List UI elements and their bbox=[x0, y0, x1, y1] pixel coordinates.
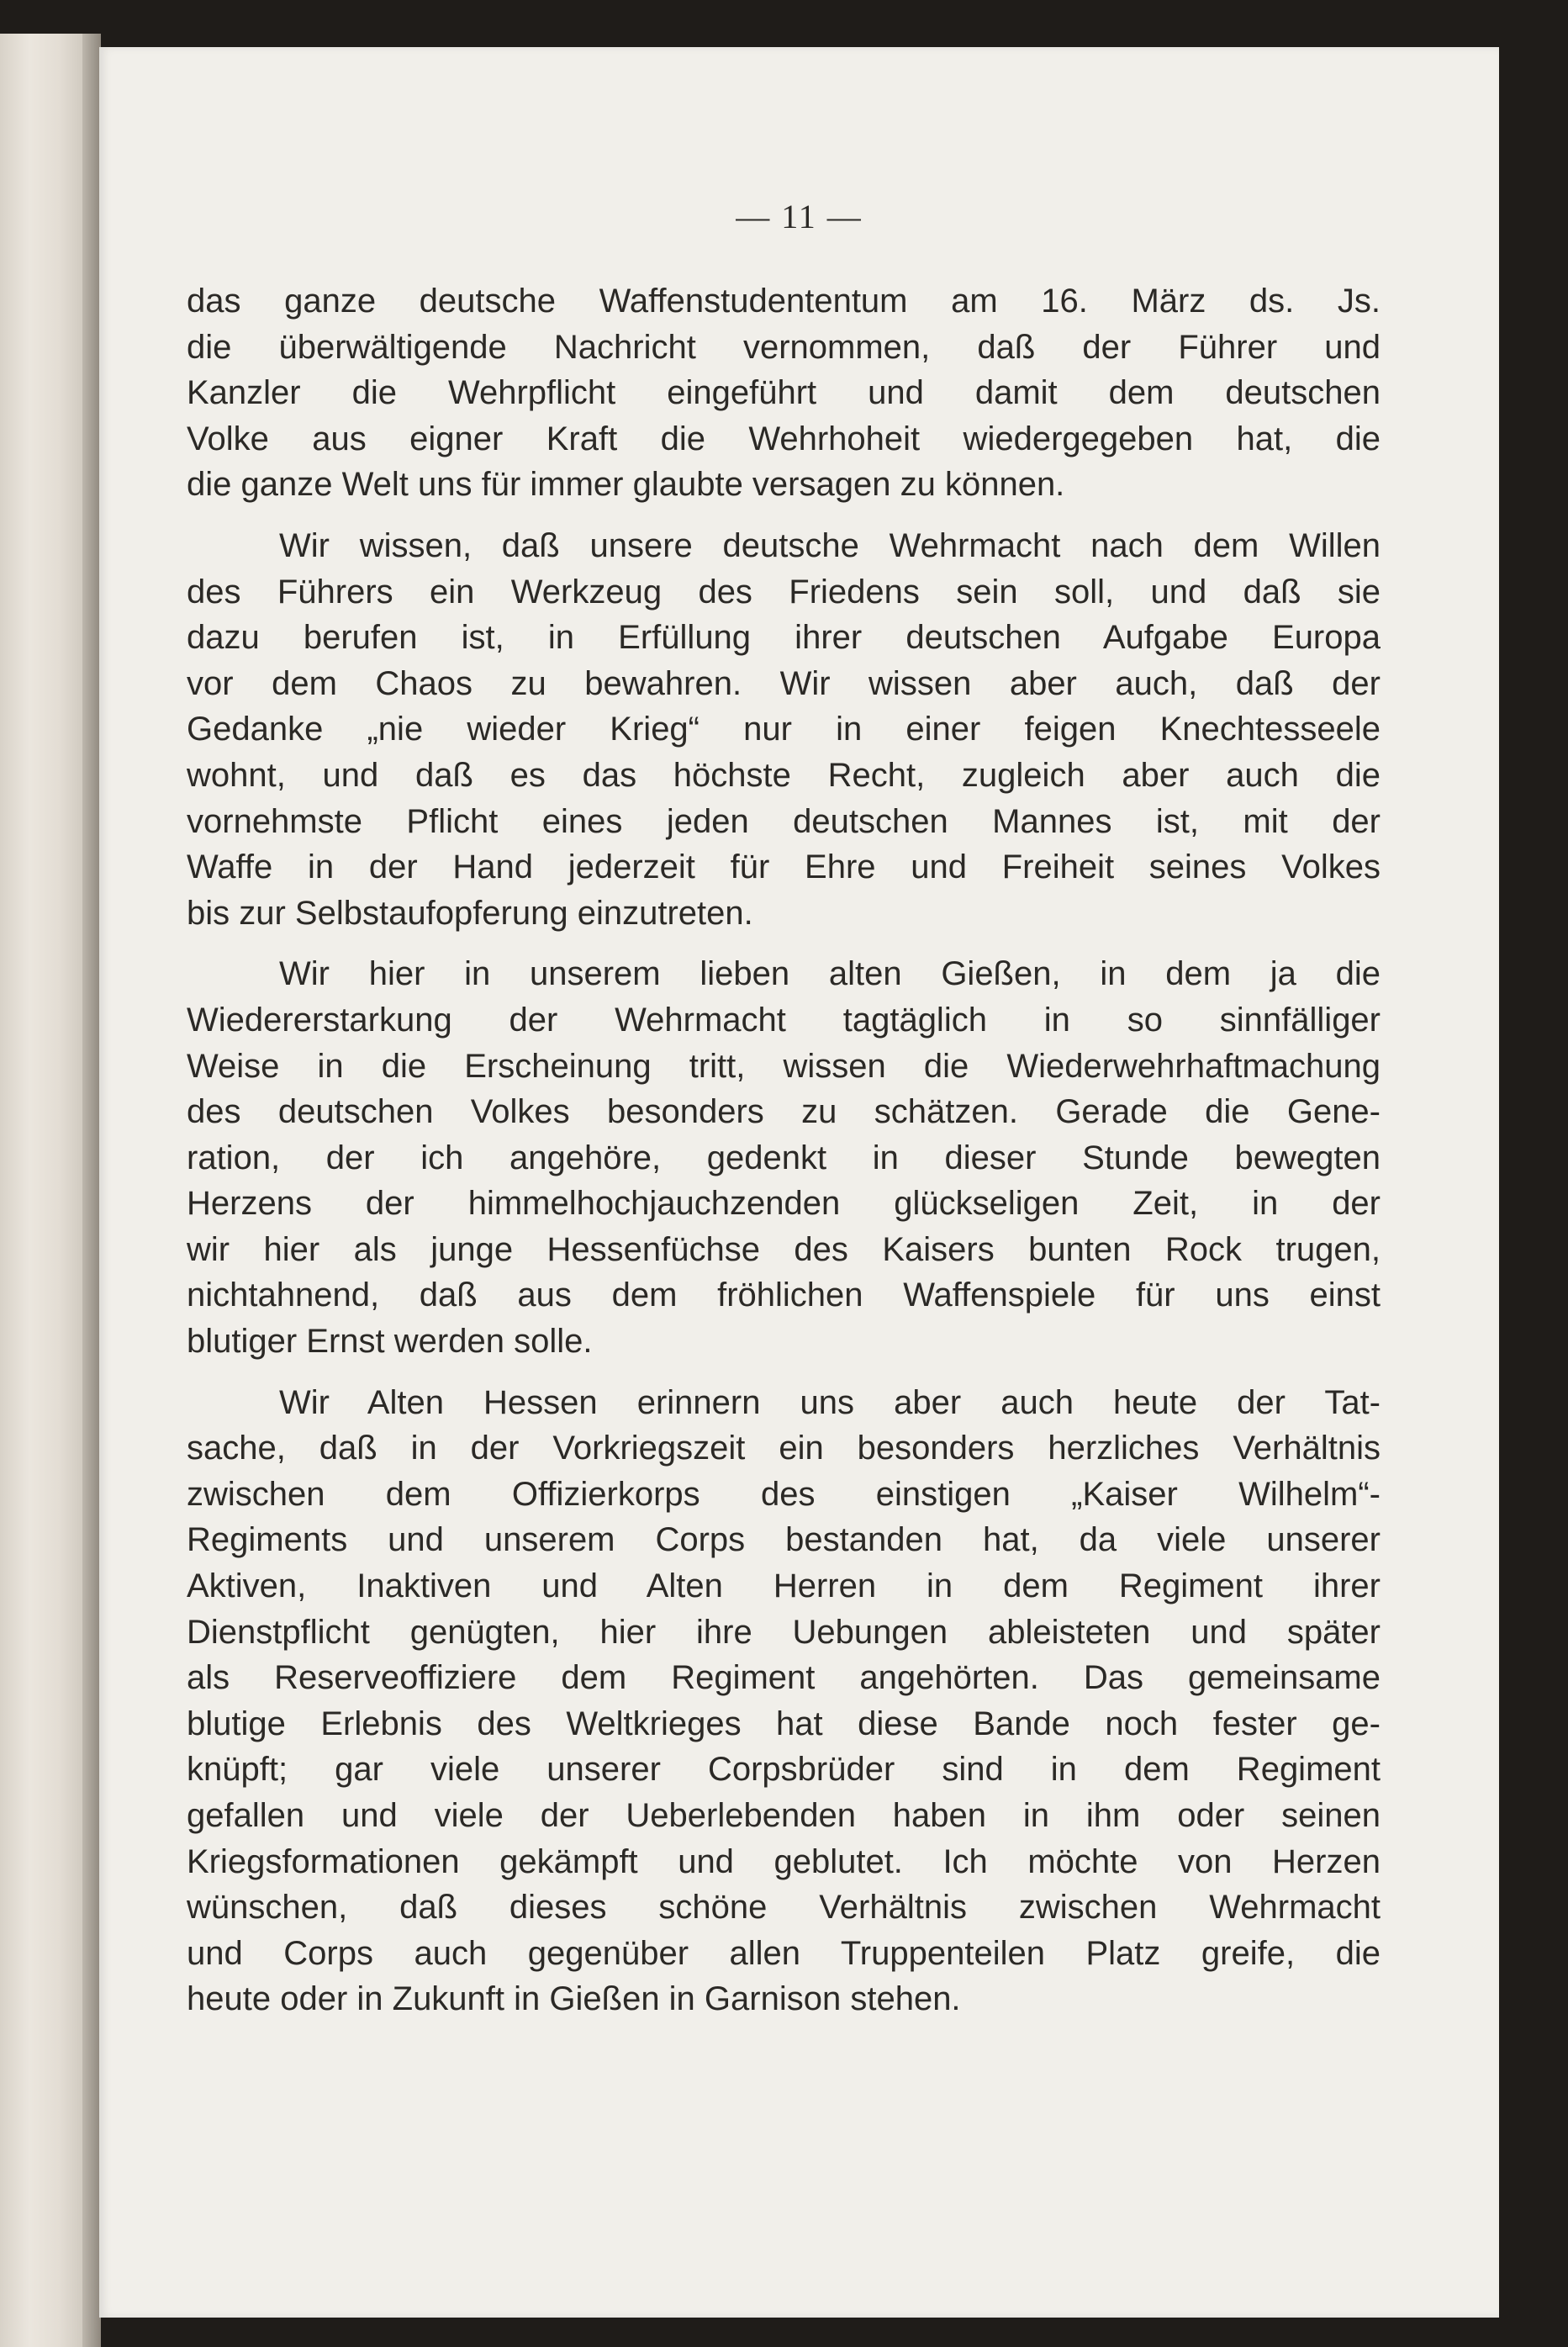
text-line: ration, der ich angehöre, gedenkt in dieser Stunde bewegten bbox=[187, 1139, 1381, 1176]
text-line: Herzens der himmelhochjauchzenden glückseligen Zeit, in der bbox=[187, 1185, 1381, 1223]
text-line: blutige Erlebnis des Weltkrieges hat diese Bande noch fester ge- bbox=[187, 1705, 1381, 1742]
paragraph-1 bbox=[187, 278, 1381, 508]
text-line: Wir hier in unserem lieben alten Gießen, in dem ja die bbox=[279, 955, 1381, 993]
text-line: das ganze deutsche Waffenstudententum am 16. März ds. Js. bbox=[187, 283, 1381, 320]
text-line: als Reserveoffiziere dem Regiment angehörten. Das gemeinsame bbox=[187, 1659, 1381, 1697]
text-line: dazu berufen ist, in Erfüllung ihrer deutschen Aufgabe Europa bbox=[187, 619, 1381, 657]
text-line: wir hier als junge Hessenfüchse des Kaisers bunten Rock trugen, bbox=[187, 1230, 1381, 1268]
text-line: des deutschen Volkes besonders zu schätzen. Gerade die Gene- bbox=[187, 1093, 1381, 1131]
text-line: Wiedererstarkung der Wehrmacht tagtäglich in so sinnfälliger bbox=[187, 1001, 1381, 1039]
text-line: bis zur Selbstaufopferung einzutreten. bbox=[187, 894, 753, 932]
text-line: die überwältigende Nachricht vernommen, daß der Führer und bbox=[187, 328, 1381, 366]
text-line: vor dem Chaos zu bewahren. Wir wissen aber auch, daß der bbox=[187, 664, 1381, 702]
text-line: nichtahnend, daß aus dem fröhlichen Waffenspiele für uns einst bbox=[187, 1277, 1381, 1314]
text-line: Wir Alten Hessen erinnern uns aber auch heute der Tat- bbox=[279, 1383, 1381, 1421]
paragraph-3 bbox=[187, 951, 1381, 1364]
text-line: Kriegsformationen gekämpft und geblutet. Ich möchte von Herzen bbox=[187, 1842, 1381, 1880]
text-line: zwischen dem Offizierkorps des einstigen „Kaiser Wilhelm“- bbox=[187, 1475, 1381, 1513]
text-line: Dienstpflicht genügten, hier ihre Uebungen ableisteten und später bbox=[187, 1613, 1381, 1651]
text-line: knüpft; gar viele unserer Corpsbrüder sind in dem Regiment bbox=[187, 1751, 1381, 1789]
text-line: blutiger Ernst werden solle. bbox=[187, 1323, 593, 1361]
text-line: wohnt, und daß es das höchste Recht, zugleich aber auch die bbox=[187, 756, 1381, 794]
book-page bbox=[99, 47, 1499, 2318]
text-line: heute oder in Zukunft in Gießen in Garnison stehen. bbox=[187, 1980, 961, 2018]
paragraph-4 bbox=[187, 1380, 1381, 2022]
text-line: die ganze Welt uns für immer glaubte versagen zu können. bbox=[187, 466, 1065, 504]
page-body-text bbox=[187, 278, 1381, 2022]
text-line: Kanzler die Wehrpflicht eingeführt und damit dem deutschen bbox=[187, 374, 1381, 412]
text-line: Weise in die Erscheinung tritt, wissen die Wiederwehrhaftmachung bbox=[187, 1047, 1381, 1085]
paragraph-2 bbox=[187, 523, 1381, 936]
text-line: gefallen und viele der Ueberlebenden haben in ihm oder seinen bbox=[187, 1797, 1381, 1834]
text-line: Aktiven, Inaktiven und Alten Herren in dem Regiment ihrer bbox=[187, 1567, 1381, 1605]
text-line: wünschen, daß dieses schöne Verhältnis zwischen Wehrmacht bbox=[187, 1889, 1381, 1927]
text-line: und Corps auch gegenüber allen Truppenteilen Platz greife, die bbox=[187, 1934, 1381, 1972]
text-line: Wir wissen, daß unsere deutsche Wehrmacht nach dem Willen bbox=[279, 526, 1381, 564]
text-line: vornehmste Pflicht eines jeden deutschen Mannes ist, mit der bbox=[187, 802, 1381, 840]
text-line: Gedanke „nie wieder Krieg“ nur in einer feigen Knechtesseele bbox=[187, 711, 1381, 748]
book-gutter bbox=[82, 34, 101, 2347]
text-line: des Führers ein Werkzeug des Friedens sein soll, und daß sie bbox=[187, 573, 1381, 611]
page-number: — 11 — bbox=[736, 198, 863, 235]
text-line: sache, daß in der Vorkriegszeit ein besonders herzliches Verhältnis bbox=[187, 1430, 1381, 1467]
text-line: Volke aus eigner Kraft die Wehrhoheit wiedergegeben hat, die bbox=[187, 420, 1381, 457]
text-line: Waffe in der Hand jederzeit für Ehre und Freiheit seines Volkes bbox=[187, 848, 1381, 886]
text-line: Regiments und unserem Corps bestanden hat, da viele unserer bbox=[187, 1521, 1381, 1559]
